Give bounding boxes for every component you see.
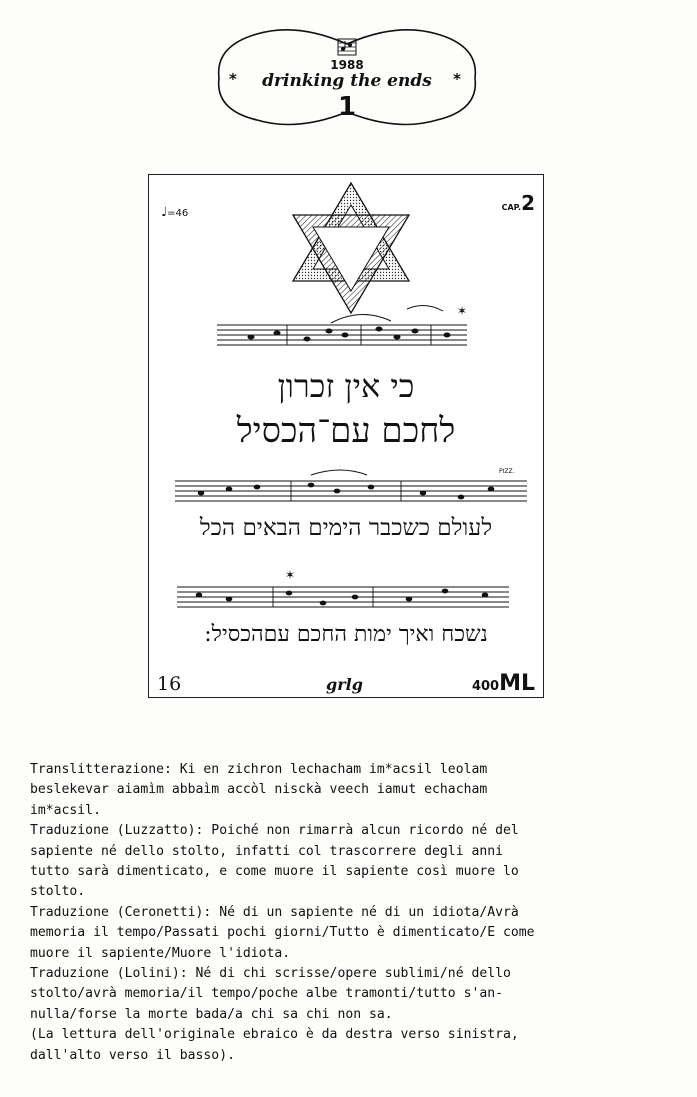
left-star-icon: *	[229, 70, 237, 88]
hebrew-line-1: כי אין זכרון	[277, 367, 415, 405]
star-of-david-icon	[289, 181, 413, 317]
note-line: Traduzione (Lolini): Né di chi scrisse/opere sublimi/né dello	[30, 966, 511, 982]
music-staff-1	[211, 301, 471, 361]
note-line: beslekevar aiamìm abbaìm accòl nisckà veech iamut echacham	[30, 782, 488, 798]
right-star-icon: *	[453, 70, 461, 88]
note-line: im*acsil.	[30, 802, 101, 818]
catalog-code: 400ML	[471, 671, 535, 696]
issue-badge	[217, 28, 477, 126]
chapter-number: 2	[521, 191, 535, 215]
note-line: tutto sarà dimenticato, e come muore il sapiente così muore lo	[30, 864, 519, 880]
note-line: Traduzione (Luzzatto): Poiché non rimarrà alcun ricordo né del	[30, 823, 519, 839]
note-line: sapiente né dello stolto, infatti col trascorrere degli anni	[30, 843, 503, 859]
note-line: muore il sapiente/Muore l'idiota.	[30, 945, 291, 961]
ml-logo: ML	[499, 671, 535, 696]
hebrew-line-4: נשכח ואיך ימות החכם עםהכסיל:	[204, 622, 488, 647]
issue-number: 1	[337, 92, 357, 122]
issue-year: 1988	[330, 58, 364, 72]
chapter-label: CAP.2	[501, 191, 535, 215]
note-line: dall'alto verso il basso).	[30, 1047, 235, 1063]
music-staff-2	[171, 463, 531, 515]
tempo-mark: ♩=46	[161, 205, 189, 220]
note-line: (La lettura dell'originale ebraico è da destra verso sinistra,	[30, 1027, 519, 1043]
note-line: stolto.	[30, 884, 86, 900]
tempo-note-icon: ♩	[161, 205, 168, 220]
issue-title: drinking the ends	[262, 71, 432, 91]
hebrew-line-2: לחכם עם־הכסיל	[236, 411, 456, 451]
note-line: Traduzione (Ceronetti): Né di un sapiente né di un idiota/Avrà	[30, 904, 519, 920]
notes-block	[30, 760, 670, 1066]
hebrew-line-3: לעולם כשכבר הימים הבאים הכל	[199, 515, 493, 541]
note-line: nulla/forse la morte bada/a chi sa chi non sa.	[30, 1006, 393, 1022]
signature: grlg	[326, 675, 363, 694]
svg-text:✶: ✶	[457, 304, 468, 318]
note-line: Translitterazione: Ki en zichron lechacham im*acsil leolam	[30, 762, 488, 777]
note-line: stolto/avrà memoria/il tempo/poche albe tramonti/tutto s'an-	[30, 986, 503, 1002]
note-line: memoria il tempo/Passati pochi giorni/Tutto è dimenticato/E come	[30, 925, 535, 941]
music-staff-3	[173, 565, 513, 621]
page-number: 16	[157, 673, 182, 695]
music-score-icon	[337, 38, 357, 56]
score-card	[148, 174, 544, 698]
svg-text:✶: ✶	[285, 568, 296, 582]
pizzicato-mark: PIZZ.	[499, 468, 515, 475]
